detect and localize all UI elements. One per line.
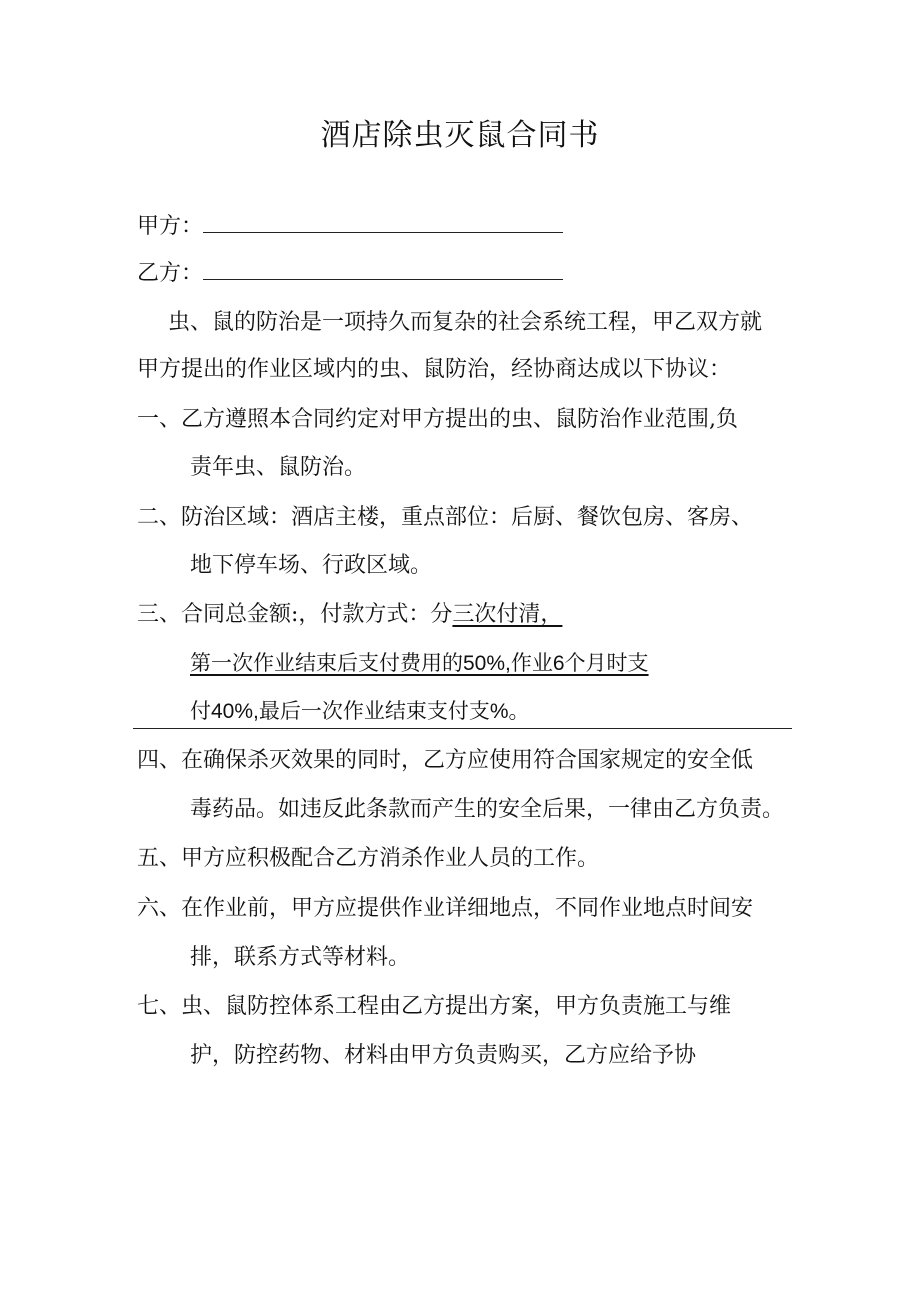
clause-4-line-1: 四、在确保杀灭效果的同时，乙方应使用符合国家规定的安全低 xyxy=(137,748,754,773)
clause-1-line-2: 责年虫、鼠防治。 xyxy=(190,455,367,480)
party-b-line xyxy=(137,259,563,289)
party-b-blank[interactable] xyxy=(203,259,563,280)
clause-2-line-1: 二、防治区域：酒店主楼，重点部位：后厨、餐饮包房、客房、 xyxy=(137,505,754,530)
clause-3-underlined: 三次付清， xyxy=(452,602,563,627)
clause-3-prefix: 三、合同总金额:，付款方式：分 xyxy=(137,602,453,627)
intro-line-1: 虫、鼠的防治是一项持久而复杂的社会系统工程，甲乙双方就 xyxy=(168,310,763,335)
clause-5-line-1: 五、甲方应积极配合乙方消杀作业人员的工作。 xyxy=(137,846,600,871)
clause-7-line-2: 护，防控药物、材料由甲方负责购买，乙方应给予协 xyxy=(190,1043,697,1068)
party-b-label: 乙方： xyxy=(137,261,204,286)
party-a-label: 甲方： xyxy=(137,214,204,239)
intro-line-2: 甲方提出的作业区域内的虫、鼠防治，经协商达成以下协议： xyxy=(137,357,732,382)
party-a-line xyxy=(137,212,563,242)
clause-3-line-1 xyxy=(137,600,562,630)
party-a-blank[interactable] xyxy=(203,212,563,233)
clause-3-line-3: 付40%,最后一次作业结束支付支%。 xyxy=(190,700,530,723)
clause-3-line-2: 第一次作业结束后支付费用的50%,作业6个月时支 xyxy=(190,652,649,675)
clause-2-line-2: 地下停车场、行政区域。 xyxy=(190,553,433,578)
document-title: 酒店除虫灭鼠合同书 xyxy=(320,118,600,153)
clause-1-line-1: 一、乙方遵照本合同约定对甲方提出的虫、鼠防治作业范围,负 xyxy=(137,407,738,432)
clause-7-line-1: 七、虫、鼠防控体系工程由乙方提出方案，甲方负责施工与维 xyxy=(137,994,732,1019)
clause-4-line-2: 毒药品。如违反此条款而产生的安全后果，一律由乙方负责。 xyxy=(190,797,785,822)
horizontal-rule xyxy=(133,728,792,729)
clause-6-line-1: 六、在作业前，甲方应提供作业详细地点，不同作业地点时间安 xyxy=(137,896,754,921)
clause-6-line-2: 排，联系方式等材料。 xyxy=(190,945,411,970)
